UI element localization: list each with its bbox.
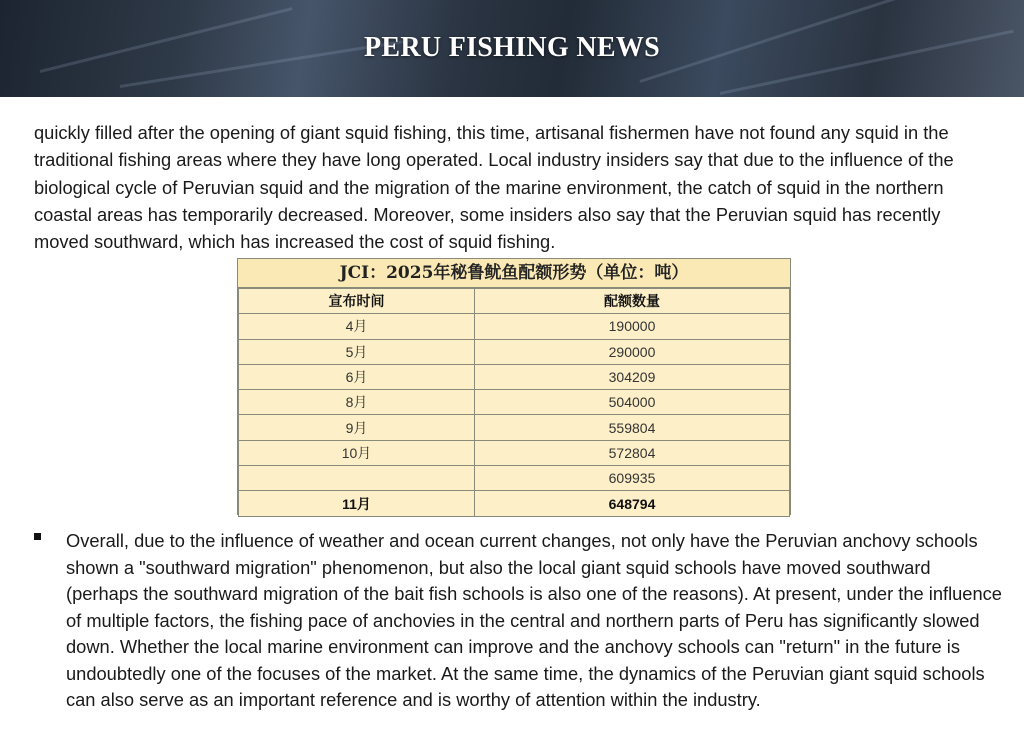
table-title: JCI：2025年秘鲁鱿鱼配额形势（单位：吨） (238, 259, 790, 288)
column-header-quota: 配额数量 (475, 289, 790, 314)
table-row (239, 390, 790, 415)
header-banner (0, 0, 1024, 97)
table-row (239, 364, 790, 389)
cell-month: 8月 (239, 390, 475, 415)
bullet-text: Overall, due to the influence of weather and ocean current changes, not only have the Peruvian anchovy schools shown a "southward migration" phenomenon, but also the local giant squid schools have moved southward (perhaps the southward migration of the bait fish schools is also one of the reasons). At present, under the influence of multiple factors, the fishing pace of anchovies in the central and northern parts of Peru has significantly slowed down. Whether the local marine environment can improve and the anchovy schools can "return" in the future is undoubtedly one of the focuses of the market. At the same time, the dynamics of the Peruvian giant squid schools can also serve as an important reference and is worthy of attention within the industry. (66, 530, 1002, 710)
table-row (239, 415, 790, 440)
article-paragraph: quickly filled after the opening of giant squid fishing, this time, artisanal fishermen have not found any squid in the traditional fishing areas where they have long operated. Local industry insiders say that due to the influence of the biological cycle of Peruvian squid and the migration of the marine environment, the catch of squid in the northern coastal areas has temporarily decreased. Moreover, some insiders also say that the Peruvian squid has recently moved southward, which has increased the cost of squid fishing. (34, 122, 954, 253)
cell-quota: 304209 (475, 364, 790, 389)
cell-quota: 559804 (475, 415, 790, 440)
cell-month: 4月 (239, 314, 475, 339)
cell-month: 11月 (239, 491, 475, 516)
column-header-date: 宣布时间 (239, 289, 475, 314)
cell-quota: 572804 (475, 440, 790, 465)
table-header-row (239, 289, 790, 314)
cell-quota: 504000 (475, 390, 790, 415)
cell-month: 5月 (239, 339, 475, 364)
cell-quota: 609935 (475, 466, 790, 491)
bullet-item (34, 528, 1004, 714)
square-bullet-icon (34, 533, 41, 540)
table-row (239, 314, 790, 339)
cell-month (239, 466, 475, 491)
cell-month: 6月 (239, 364, 475, 389)
cell-quota: 190000 (475, 314, 790, 339)
quota-table (237, 258, 791, 515)
cell-month: 10月 (239, 440, 475, 465)
cell-month: 9月 (239, 415, 475, 440)
cell-quota: 290000 (475, 339, 790, 364)
table-row (239, 440, 790, 465)
table-row (239, 466, 790, 491)
quota-table-grid (238, 288, 790, 517)
table-row (239, 491, 790, 516)
table-row (239, 339, 790, 364)
page-title: PERU FISHING NEWS (363, 32, 661, 63)
cell-quota: 648794 (475, 491, 790, 516)
